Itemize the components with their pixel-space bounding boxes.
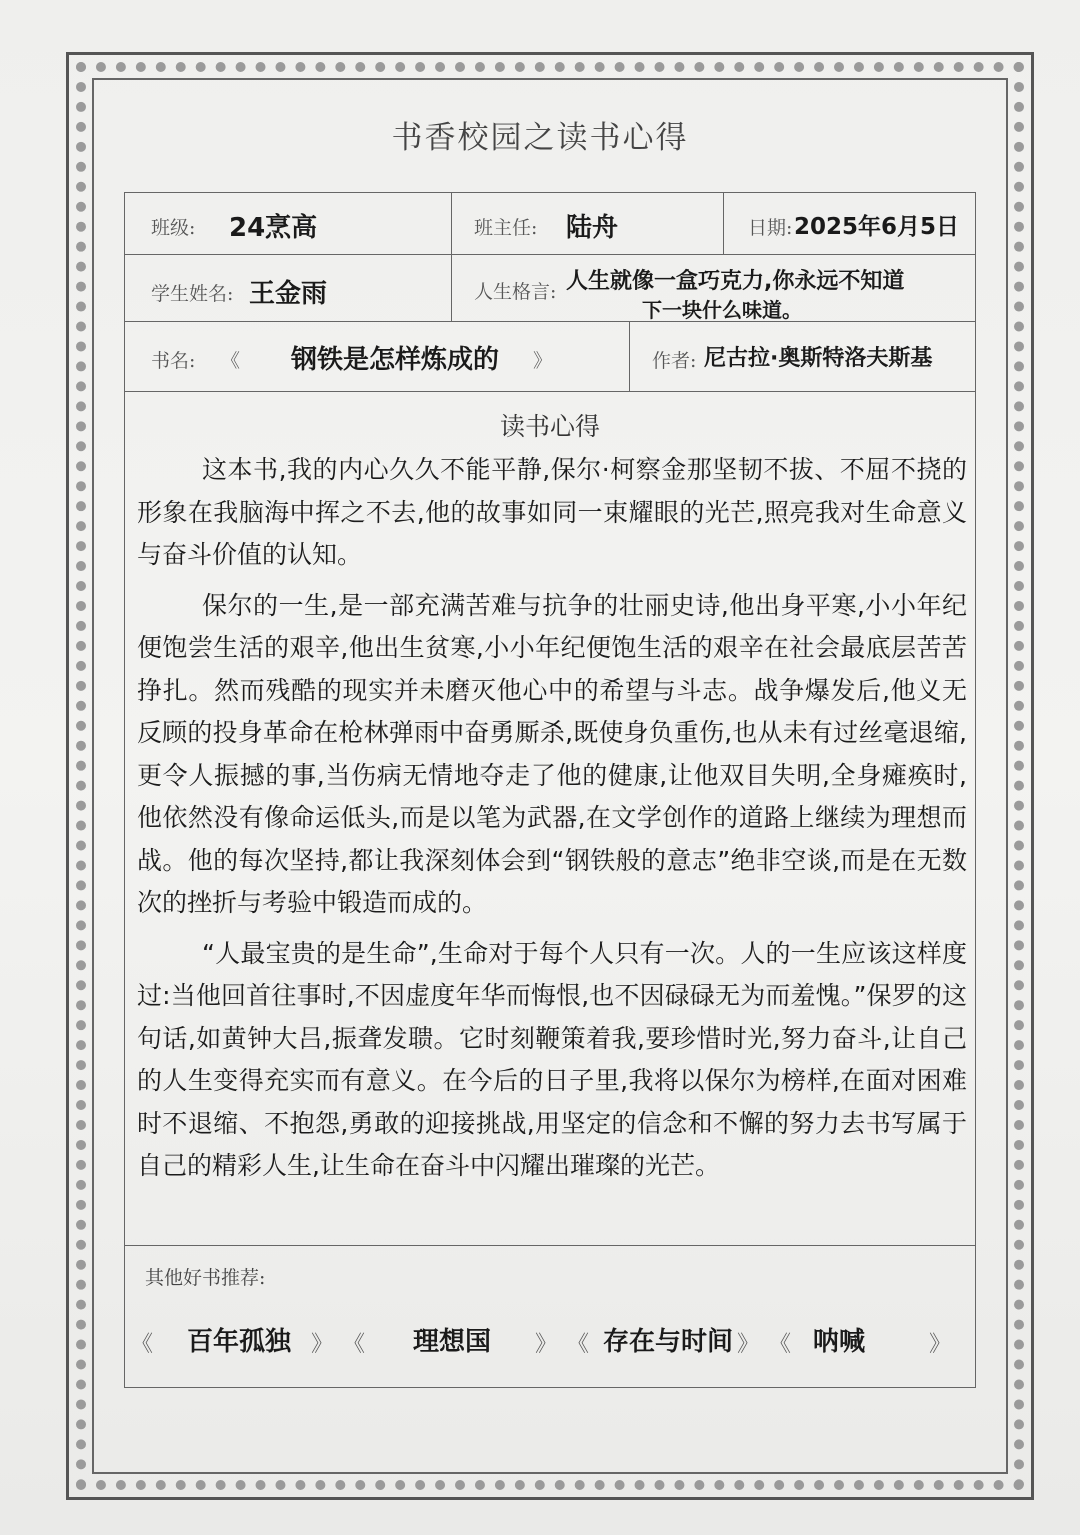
rec-quote-close: 》 — [535, 1332, 558, 1357]
rec-book-3: 存在与时间 — [603, 1327, 734, 1357]
teacher-label: 班主任: — [474, 217, 538, 239]
motto-cell — [451, 255, 975, 321]
teacher-cell — [451, 193, 723, 254]
motto-line-2: 下一块什么味道。 — [642, 298, 802, 322]
page-title: 书香校园之读书心得 — [391, 120, 689, 156]
recommend-divider — [125, 1245, 975, 1246]
rec-quote-open: 《 — [131, 1332, 154, 1357]
rec-book-4: 呐喊 — [813, 1327, 866, 1357]
author-value: 尼古拉·奥斯特洛夫斯基 — [704, 346, 933, 371]
rec-quote-close: 》 — [311, 1332, 334, 1357]
rec-quote-open: 《 — [769, 1332, 792, 1357]
essay-body — [137, 449, 967, 1196]
author-label: 作者: — [652, 350, 697, 372]
rec-book-1: 百年孤独 — [187, 1327, 292, 1357]
rec-quote-open: 《 — [567, 1332, 590, 1357]
row-student-info — [125, 255, 975, 322]
class-value: 24烹高 — [229, 213, 318, 243]
rec-quote-close: 》 — [929, 1332, 952, 1357]
rec-quote-open: 《 — [343, 1332, 366, 1357]
date-value: 2025年6月5日 — [794, 214, 960, 240]
motto-label: 人生格言: — [474, 281, 557, 303]
student-value: 王金雨 — [249, 279, 328, 309]
row-book-info — [125, 322, 975, 392]
author-cell — [629, 322, 975, 391]
essay-paragraph: “人最宝贵的是生命”,生命对于每个人只有一次。人的一生应该这样度过:当他回首往事时,不因虚度年华而悔恨,也不因碌碌无为而羞愧。”保罗的这句话,如黄钟大吕,振聋发聩。它时刻鞭策着我,要珍惜时光,努力奋斗,让自己的人生变得充实而有意义。在今后的日子里,我将以保尔为榜样,在面对困难时不退缩、不抱怨,勇敢的迎接挑战,用坚定的信念和不懈的努力去书写属于自己的精彩人生,让生命在奋斗中闪耀出璀璨的光芒。 — [137, 938, 967, 1180]
teacher-value: 陆舟 — [566, 213, 619, 243]
book-quote-open: 《 — [221, 350, 241, 372]
date-cell — [723, 193, 975, 254]
book-title-value: 钢铁是怎样炼成的 — [291, 345, 500, 375]
class-label: 班级: — [151, 217, 196, 239]
essay-paragraph: 这本书,我的内心久久不能平静,保尔·柯察金那坚韧不拔、不屈不挠的形象在我脑海中挥之不去,他的故事如同一束耀眼的光芒,照亮我对生命意义与奋斗价值的认知。 — [137, 455, 967, 569]
essay-paragraph: 保尔的一生,是一部充满苦难与抗争的壮丽史诗,他出身平寒,小小年纪便饱尝生活的艰辛,他出生贫寒,小小年纪便饱生活的艰辛在社会最底层苦苦挣扎。然而残酷的现实并未磨灭他心中的希望与斗志。战争爆发后,他义无反顾的投身革命在枪林弹雨中奋勇厮杀,既使身负重伤,也从未有过丝毫退缩,更令人振撼的事,当伤病无情地夺走了他的健康,让他双目失明,全身瘫痪时,他依然没有像命运低头,而是以笔为武器,在文学创作的道路上继续为理想而战。他的每次坚持,都让我深刻体会到“钢铁般的意志”绝非空谈,而是在无数次的挫折与考验中锻造而成的。 — [137, 590, 967, 917]
essay-title: 读书心得 — [499, 412, 600, 441]
recommend-label: 其他好书推荐: — [145, 1267, 266, 1289]
date-label: 日期: — [748, 217, 793, 239]
book-quote-close: 》 — [533, 350, 553, 372]
motto-line-1: 人生就像一盒巧克力,你永远不知道 — [566, 269, 905, 294]
rec-quote-close: 》 — [737, 1332, 760, 1357]
reading-form — [124, 192, 976, 1388]
book-label: 书名: — [151, 350, 196, 372]
row-class-info — [125, 193, 975, 255]
student-label: 学生姓名: — [151, 283, 234, 305]
recommend-books — [125, 1319, 975, 1359]
rec-book-2: 理想国 — [413, 1327, 492, 1357]
